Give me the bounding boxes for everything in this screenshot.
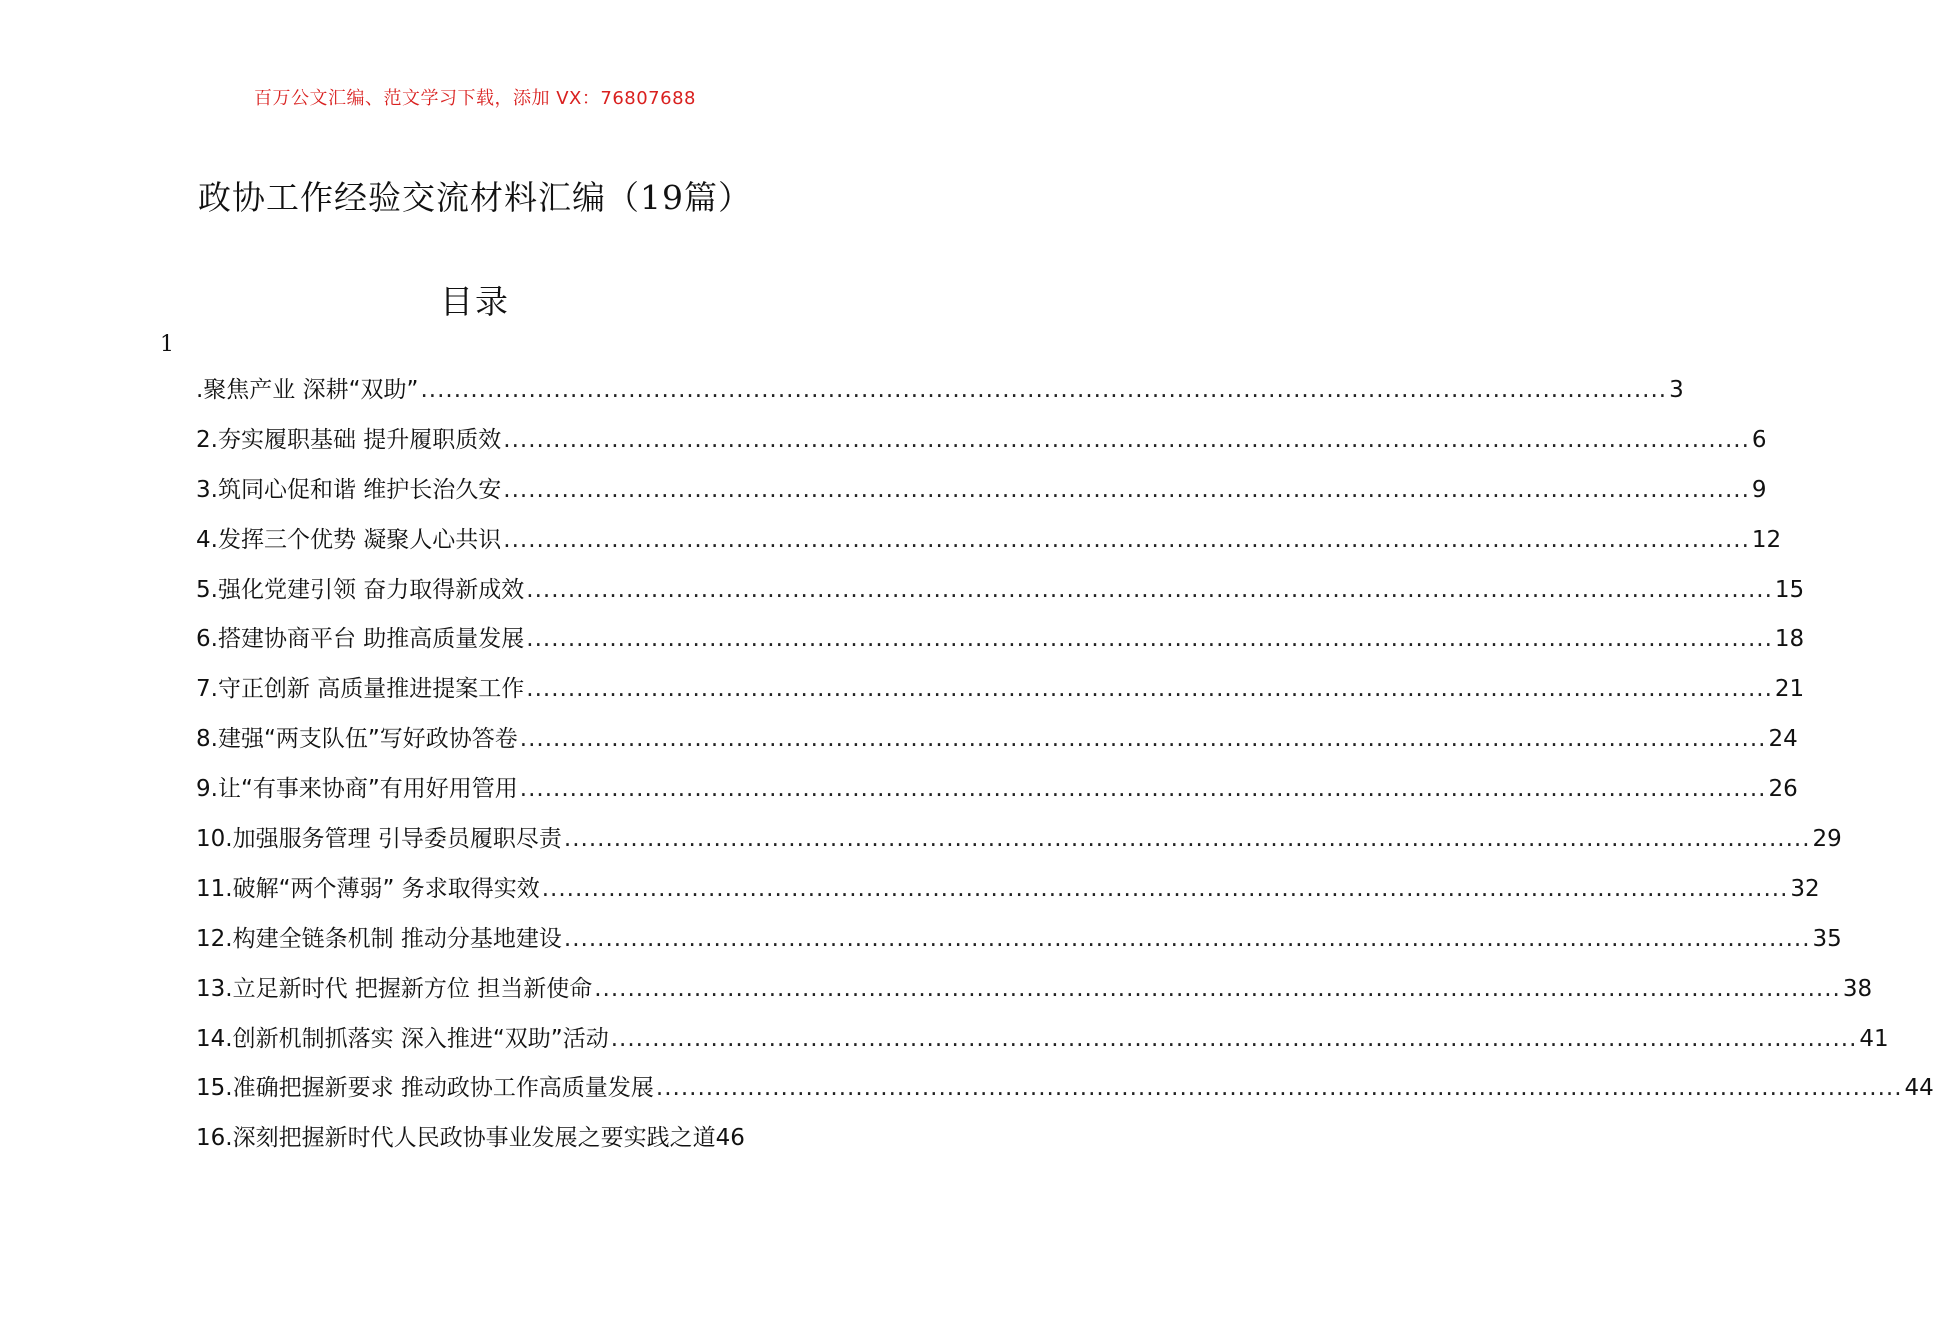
toc-entry[interactable] xyxy=(196,421,1767,471)
toc-entry-title: 6.搭建协商平台 助推高质量发展 xyxy=(196,626,525,653)
toc-dot-leader xyxy=(526,626,1773,652)
toc-entry-page: 6 xyxy=(1751,426,1767,453)
toc-entry-title: 16.深刻把握新时代人民政协事业发展之要实践之道 xyxy=(196,1125,716,1152)
toc-entry-title: 9.让“有事来协商”有用好用管用 xyxy=(196,776,518,803)
toc-entry-title: 15.准确把握新要求 推动政协工作高质量发展 xyxy=(196,1075,654,1102)
document-title-number: 19 xyxy=(640,178,684,217)
toc-entry[interactable] xyxy=(196,571,1805,621)
document-title-prefix: 政协工作经验交流材料汇编（ xyxy=(198,178,640,217)
toc-entry[interactable] xyxy=(196,1069,1934,1119)
toc-entry[interactable] xyxy=(196,371,1684,421)
toc-entry-page: 12 xyxy=(1751,526,1782,553)
toc-dot-leader xyxy=(503,427,1750,453)
toc-entry-title: 12.构建全链条机制 推动分基地建设 xyxy=(196,925,562,952)
toc-entry-page: 38 xyxy=(1842,975,1873,1002)
toc-entry-title: 8.建强“两支队伍”写好政协答卷 xyxy=(196,726,518,753)
header-promo-note: 百万公文汇编、范文学习下载，添加 VX：76807688 xyxy=(254,88,696,109)
toc-dot-leader xyxy=(526,676,1773,702)
toc-entry-title: 3.筑同心促和谐 维护长治久安 xyxy=(196,476,502,503)
toc-entry-title: 5.强化党建引领 奋力取得新成效 xyxy=(196,576,525,603)
list-number: 1 xyxy=(160,332,174,357)
toc-dot-leader xyxy=(656,1075,1903,1101)
toc-entry[interactable] xyxy=(196,670,1805,720)
toc-dot-leader xyxy=(520,726,1767,752)
toc-dot-leader xyxy=(594,976,1841,1002)
toc-entry-page: 24 xyxy=(1768,726,1798,753)
toc-entry-page: 26 xyxy=(1768,776,1798,803)
toc-entry-page: 3 xyxy=(1669,377,1684,403)
toc-entry[interactable] xyxy=(196,970,1873,1020)
toc-entry[interactable] xyxy=(196,770,1798,820)
toc-dot-leader xyxy=(520,776,1767,802)
toc-entry-title: 4.发挥三个优势 凝聚人心共识 xyxy=(196,526,502,553)
document-title-suffix: 篇） xyxy=(684,178,752,217)
toc-entry[interactable] xyxy=(196,820,1842,870)
toc-entry-page: 21 xyxy=(1774,676,1805,703)
toc-dot-leader xyxy=(611,1026,1858,1052)
toc-entry-page: 32 xyxy=(1790,875,1820,902)
toc-entry-page: 35 xyxy=(1812,925,1842,952)
toc-entry[interactable] xyxy=(196,720,1798,770)
toc-entry-title: 7.守正创新 高质量推进提案工作 xyxy=(196,676,525,703)
toc-entry-title: .聚焦产业 深耕“双助” xyxy=(196,377,419,403)
toc-dot-leader xyxy=(564,826,1811,852)
toc-entry-title: 11.破解“两个薄弱” 务求取得实效 xyxy=(196,875,540,902)
table-of-contents xyxy=(196,371,1934,1169)
toc-entry-page: 29 xyxy=(1812,826,1842,853)
document-title xyxy=(0,172,950,219)
toc-entry[interactable] xyxy=(196,920,1842,970)
toc-entry-title: 13.立足新时代 把握新方位 担当新使命 xyxy=(196,975,593,1002)
toc-dot-leader xyxy=(526,577,1773,603)
toc-entry[interactable] xyxy=(196,471,1767,521)
toc-entry-page: 41 xyxy=(1859,1025,1889,1052)
toc-dot-leader xyxy=(564,926,1811,952)
toc-entry-title: 2.夯实履职基础 提升履职质效 xyxy=(196,426,502,453)
toc-entry-title: 14.创新机制抓落实 深入推进“双助”活动 xyxy=(196,1025,609,1052)
toc-entry[interactable] xyxy=(196,870,1820,920)
toc-entry-page: 46 xyxy=(715,1125,745,1152)
toc-entry[interactable] xyxy=(196,1119,806,1169)
toc-entry-page: 15 xyxy=(1774,576,1805,603)
toc-entry-page: 9 xyxy=(1751,476,1767,503)
toc-entry[interactable] xyxy=(196,620,1805,670)
toc-dot-leader xyxy=(503,527,1750,553)
toc-entry[interactable] xyxy=(196,1020,1889,1070)
toc-dot-leader xyxy=(542,876,1789,902)
toc-entry-title: 10.加强服务管理 引导委员履职尽责 xyxy=(196,826,562,853)
toc-dot-leader xyxy=(503,477,1750,503)
toc-entry-page: 44 xyxy=(1904,1075,1934,1102)
toc-entry[interactable] xyxy=(196,521,1782,571)
toc-entry-page: 18 xyxy=(1774,626,1805,653)
toc-dot-leader xyxy=(420,377,1667,403)
toc-heading: 目录 xyxy=(440,282,510,321)
